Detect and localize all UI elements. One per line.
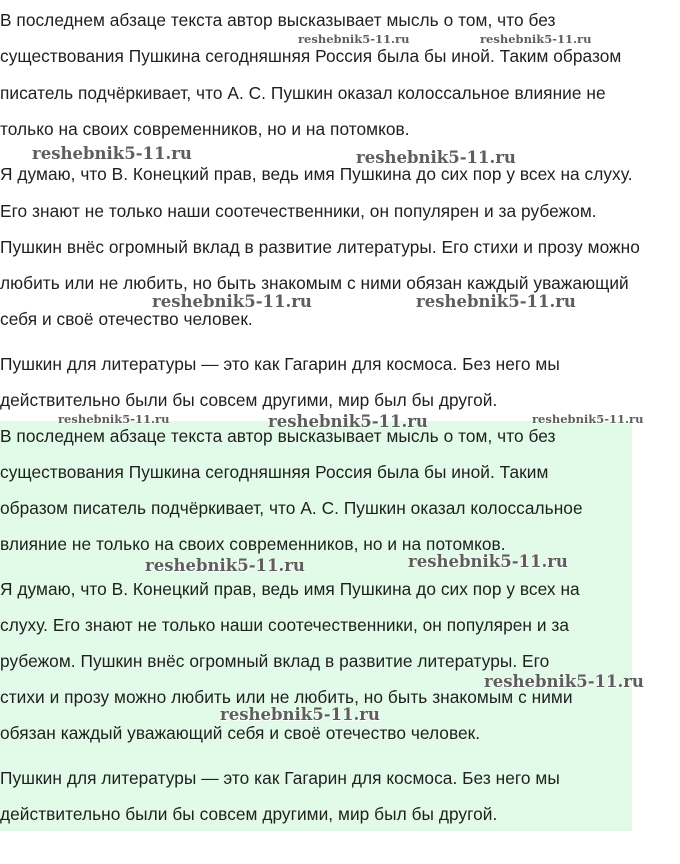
text-block-highlighted: [0, 421, 632, 831]
text-line: действительно были бы совсем другими, мир был бы другой.: [0, 390, 498, 410]
text-line: любить или не любить, но быть знакомым с ними обязан каждый уважающий: [0, 273, 629, 293]
text-line: слуху. Его знают не только наши соотечественники, он популярен и за: [0, 615, 570, 635]
text-line: Я думаю, что В. Конецкий прав, ведь имя Пушкина до сих пор у всех на: [0, 579, 580, 599]
text-line: действительно были бы совсем другими, мир был бы другой.: [0, 804, 498, 824]
watermark: reshebnik5-11.ru: [220, 705, 380, 724]
watermark: reshebnik5-11.ru: [32, 144, 192, 163]
watermark: reshebnik5-11.ru: [298, 32, 410, 46]
text-line: существования Пушкина сегодняшняя Россия была бы иной. Таким: [0, 462, 549, 482]
text-line: Пушкин для литературы — это как Гагарин для космоса. Без него мы: [0, 768, 560, 788]
text-line: обязан каждый уважающий себя и своё отечество человек.: [0, 723, 481, 743]
watermark: reshebnik5-11.ru: [408, 552, 568, 571]
text-line: стихи и прозу можно любить или не любить, но быть знакомым с ними: [0, 687, 573, 707]
watermark: reshebnik5-11.ru: [152, 292, 312, 311]
watermark: reshebnik5-11.ru: [268, 412, 428, 431]
text-line: влияние не только на своих современников, но и на потомков.: [0, 534, 506, 554]
text-line: Пушкин внёс огромный вклад в развитие литературы. Его стихи и прозу можно: [0, 237, 640, 257]
text-line: себя и своё отечество человек.: [0, 309, 253, 329]
watermark: reshebnik5-11.ru: [58, 412, 170, 426]
text-line: Я думаю, что В. Конецкий прав, ведь имя Пушкина до сих пор у всех на слуху.: [0, 164, 633, 184]
text-line: образом писатель подчёркивает, что А. С. Пушкин оказал колоссальное: [0, 498, 583, 518]
text-line: В последнем абзаце текста автор высказывает мысль о том, что без: [0, 10, 556, 30]
text-line: рубежом. Пушкин внёс огромный вклад в развитие литературы. Его: [0, 651, 550, 671]
text-line: Его знают не только наши соотечественники, он популярен и за рубежом.: [0, 201, 597, 221]
text-line: В последнем абзаце текста автор высказывает мысль о том, что без: [0, 426, 556, 446]
watermark: reshebnik5-11.ru: [480, 32, 592, 46]
text-line: Пушкин для литературы — это как Гагарин для космоса. Без него мы: [0, 354, 560, 374]
text-line: писатель подчёркивает, что А. С. Пушкин оказал колоссальное влияние не: [0, 83, 606, 103]
watermark: reshebnik5-11.ru: [532, 412, 644, 426]
text-line: только на своих современников, но и на потомков.: [0, 119, 410, 139]
text-line: существования Пушкина сегодняшняя Россия была бы иной. Таким образом: [0, 46, 622, 66]
watermark: reshebnik5-11.ru: [145, 556, 305, 575]
watermark: reshebnik5-11.ru: [356, 148, 516, 167]
watermark: reshebnik5-11.ru: [484, 672, 644, 691]
watermark: reshebnik5-11.ru: [416, 292, 576, 311]
